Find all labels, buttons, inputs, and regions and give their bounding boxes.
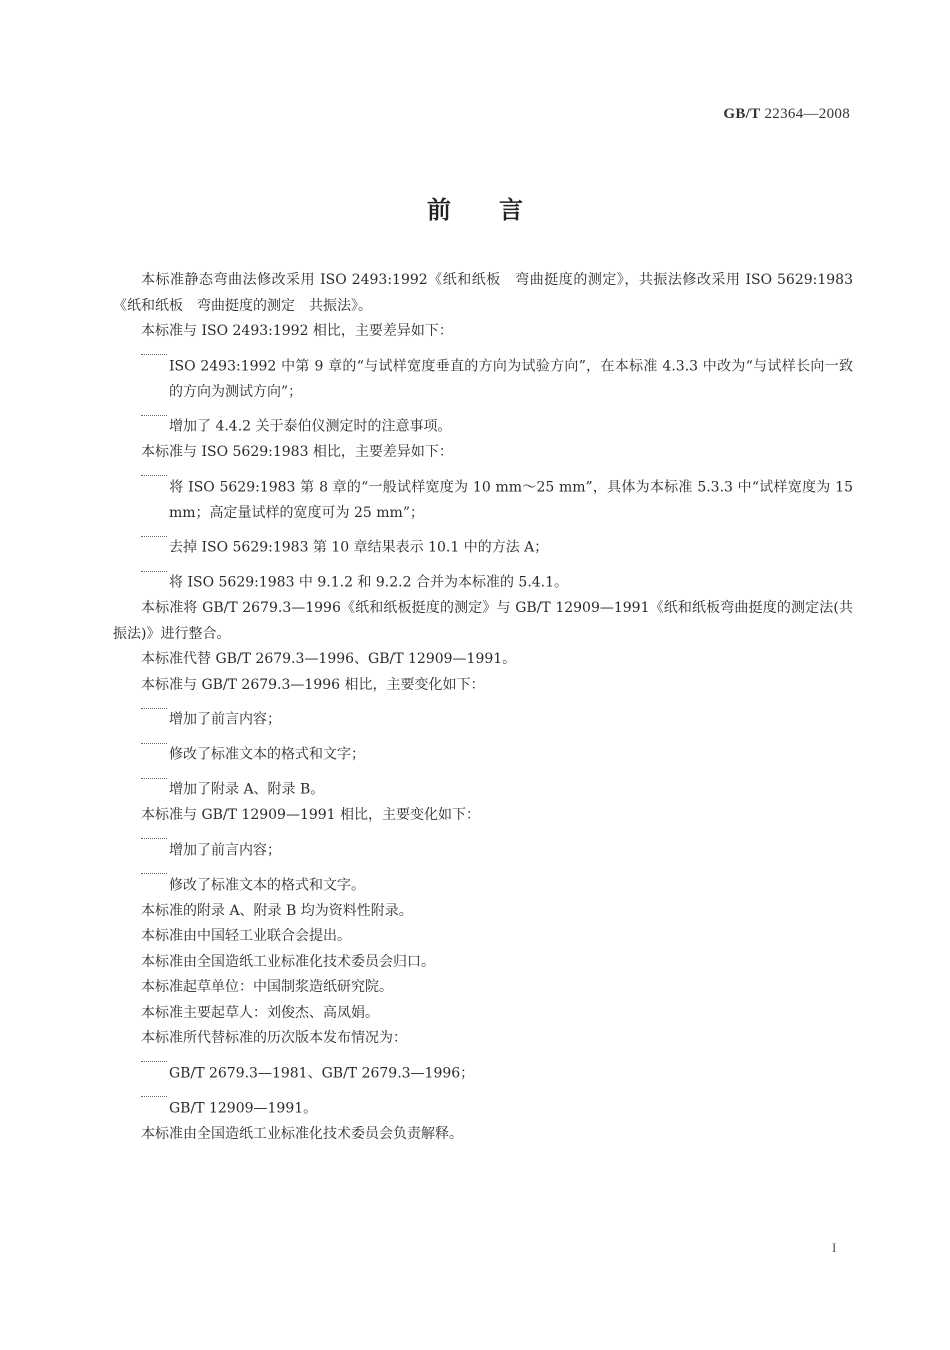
foreword-body [113, 268, 853, 1147]
page-title: 前言 [427, 195, 571, 224]
paragraph: 本标准将 GB/T 2679.3—1996《纸和纸板挺度的测定》与 GB/T 12909—1991《纸和纸板弯曲挺度的测定法(共振法)》进行整合。 [113, 600, 853, 642]
dash-bullet [141, 768, 169, 794]
paragraph: 本标准与 GB/T 12909—1991 相比，主要变化如下： [141, 807, 481, 823]
list-item: 将 ISO 5629:1983 第 8 章的“一般试样宽度为 10 mm～25 mm”，具体为本标准 5.3.3 中“试样宽度为 15 mm；高定量试样的宽度可为 25 mm”； [113, 466, 853, 527]
paragraph: 本标准起草单位：中国制浆造纸研究院。 [141, 979, 393, 995]
paragraph: 本标准的附录 A、附录 B 均为资料性附录。 [141, 902, 413, 919]
list-item: 增加了附录 A、附录 B。 [113, 768, 853, 803]
list-item: 去掉 ISO 5629:1983 第 10 章结果表示 10.1 中的方法 A； [113, 526, 853, 561]
list-item: GB/T 12909—1991。 [113, 1087, 853, 1122]
paragraph: 本标准代替 GB/T 2679.3—1996、GB/T 12909—1991。 [141, 651, 517, 667]
standard-code-header [723, 106, 850, 123]
dash-bullet [141, 345, 169, 371]
page-number: I [832, 1240, 837, 1255]
list-item: ISO 2493:1992 中第 9 章的“与试样宽度垂直的方向为试验方向”，在本标准 4.3.3 中改为“与试样长向一致的方向为测试方向”； [113, 345, 853, 406]
dash-bullet [141, 698, 169, 724]
list-item: 修改了标准文本的格式和文字； [113, 733, 853, 768]
paragraph: 本标准主要起草人：刘俊杰、高凤娟。 [141, 1004, 379, 1021]
paragraph: 本标准由全国造纸工业标准化技术委员会负责解释。 [141, 1125, 463, 1142]
list-item: 增加了 4.4.2 关于泰伯仪测定时的注意事项。 [113, 405, 853, 440]
paragraph: 本标准与 ISO 5629:1983 相比，主要差异如下： [141, 444, 453, 460]
paragraph: 本标准由全国造纸工业标准化技术委员会归口。 [141, 953, 435, 970]
list-item: 修改了标准文本的格式和文字。 [113, 864, 853, 899]
dash-bullet [141, 1052, 169, 1078]
dash-bullet [141, 864, 169, 890]
list-item: 增加了前言内容； [113, 829, 853, 864]
paragraph: 本标准与 GB/T 2679.3—1996 相比，主要变化如下： [141, 676, 485, 693]
dash-bullet [141, 526, 169, 552]
dash-bullet [141, 405, 169, 431]
list-item: GB/T 2679.3—1981、GB/T 2679.3—1996； [113, 1052, 853, 1087]
paragraph: 本标准所代替标准的历次版本发布情况为： [141, 1030, 407, 1046]
paragraph: 本标准与 ISO 2493:1992 相比，主要差异如下： [141, 323, 453, 339]
standard-number: 22364—2008 [764, 106, 850, 122]
dash-bullet [141, 561, 169, 587]
list-item: 增加了前言内容； [113, 698, 853, 733]
dash-bullet [141, 733, 169, 759]
dash-bullet [141, 829, 169, 855]
paragraph: 本标准静态弯曲法修改采用 ISO 2493:1992《纸和纸板 弯曲挺度的测定》，共振法修改采用 ISO 5629:1983《纸和纸板 弯曲挺度的测定 共振法》。 [113, 272, 853, 314]
paragraph: 本标准由中国轻工业联合会提出。 [141, 928, 351, 944]
dash-bullet [141, 1087, 169, 1113]
standard-prefix: GB/T [723, 106, 761, 122]
list-item: 将 ISO 5629:1983 中 9.1.2 和 9.2.2 合并为本标准的 5.4.1。 [113, 561, 853, 596]
dash-bullet [141, 466, 169, 492]
